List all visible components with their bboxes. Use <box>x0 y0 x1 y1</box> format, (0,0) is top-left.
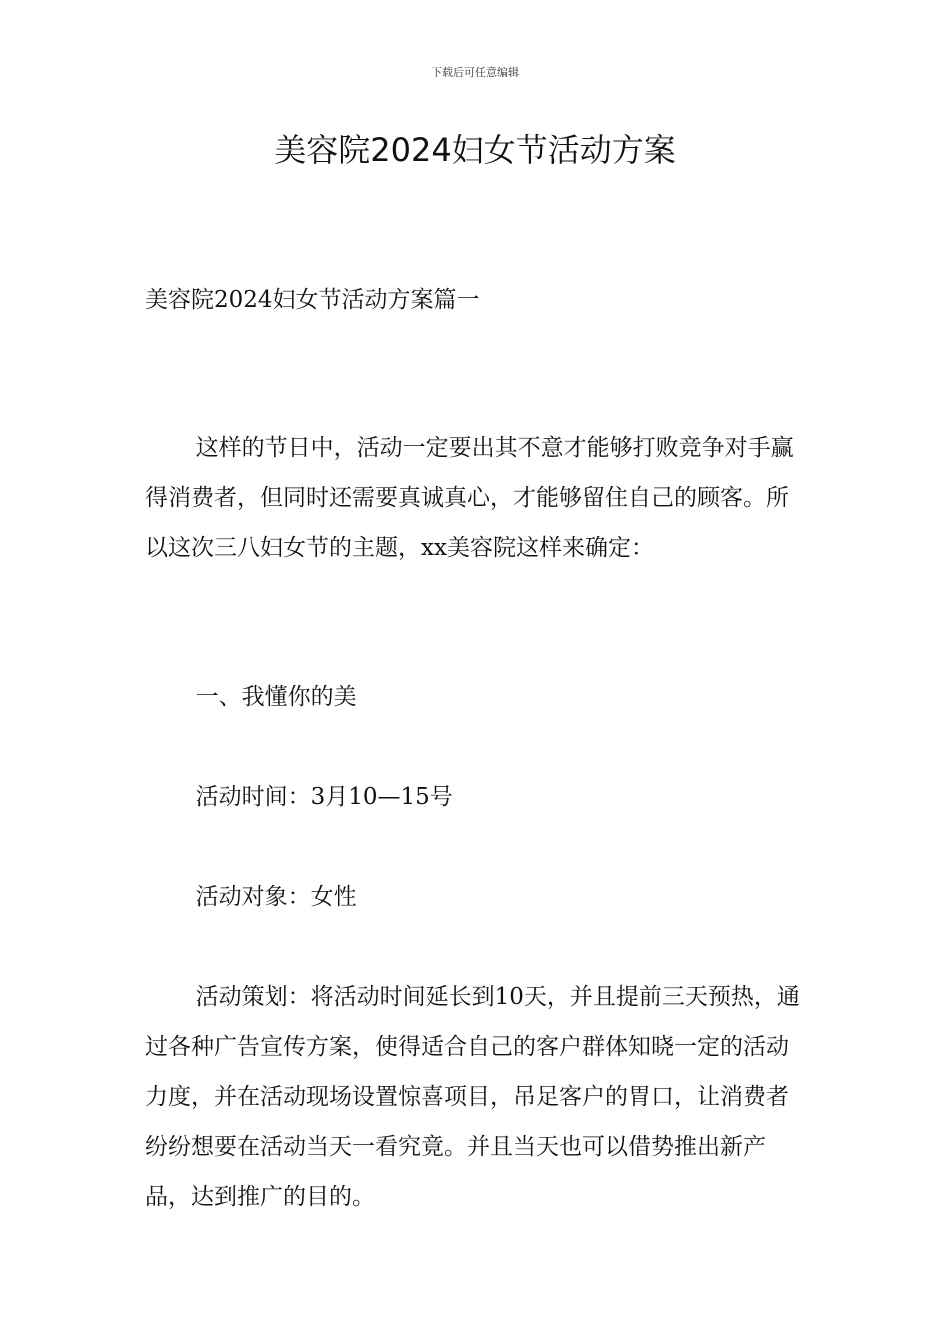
subheading-1: 一、我懂你的美 <box>195 684 357 710</box>
document-title: 美容院2024妇女节活动方案 <box>274 131 676 169</box>
section-heading: 美容院2024妇女节活动方案篇一 <box>145 287 480 313</box>
activity-plan-paragraph: 活动策划：将活动时间延长到10天，并且提前三天预热，通过各种广告宣传方案，使得适合自己的客户群体知晓一定的活动力度，并在活动现场设置惊喜项目，吊足客户的胃口，让消费者纷纷想要在活动当天一看究竟。并且当天也可以借势推出新产品，达到推广的目的。 <box>145 984 800 1210</box>
activity-target: 活动对象：女性 <box>195 884 357 910</box>
intro-paragraph: 这样的节日中，活动一定要出其不意才能够打败竞争对手赢得消费者，但同时还需要真诚真心，才能够留住自己的顾客。所以这次三八妇女节的主题，xx美容院这样来确定： <box>145 435 794 561</box>
activity-time: 活动时间：3月10—15号 <box>195 784 453 810</box>
header-note: 下载后可任意编辑 <box>431 66 519 79</box>
